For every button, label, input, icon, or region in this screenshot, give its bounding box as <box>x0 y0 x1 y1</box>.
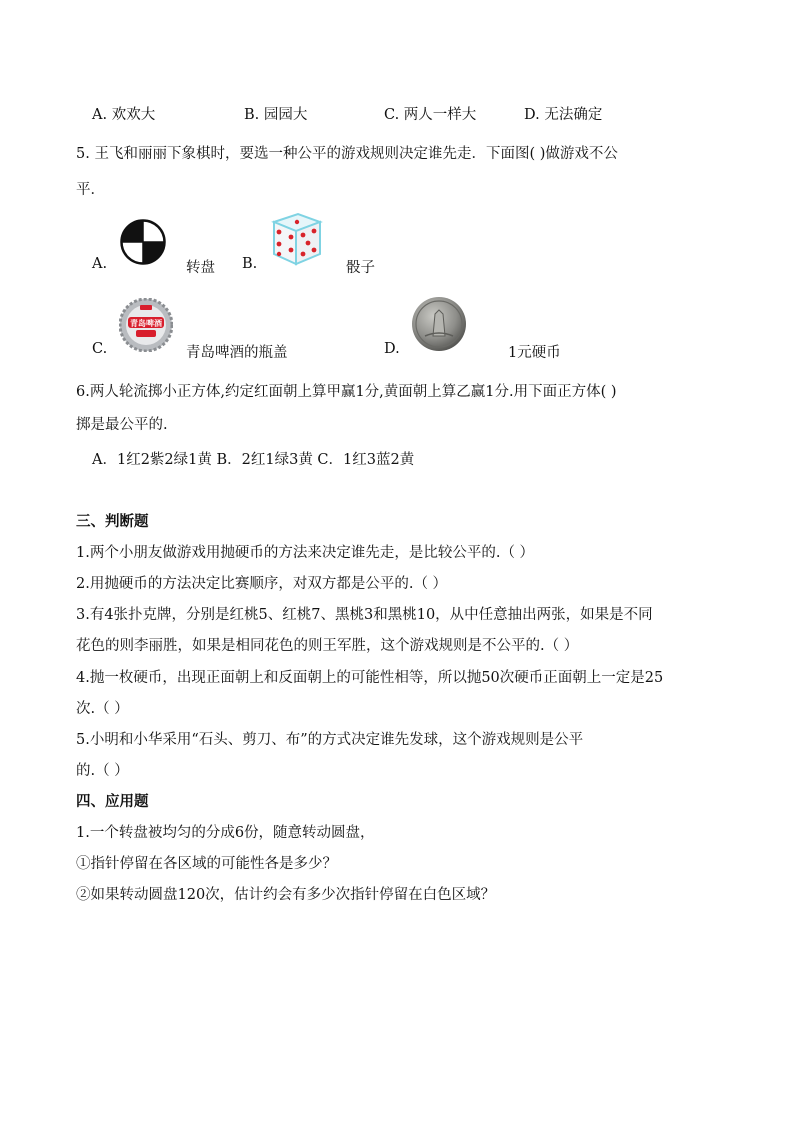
q6-stem-line1: 6.两人轮流掷小正方体,约定红面朝上算甲赢1分,黄面朝上算乙赢1分.用下面正方体( ) <box>76 384 617 400</box>
section3-item-3-line1: 3.有4张扑克牌，分别是红桃5、红桃7、黑桃3和黑桃10，从中任意抽出两张，如果是不同 <box>76 607 653 623</box>
bottlecap-icon <box>119 298 173 352</box>
q5-stem-line1: 5. 王飞和丽丽下象棋时，要选一种公平的游戏规则决定谁先走．下面图( )做游戏不公 <box>76 146 618 162</box>
q4-option-d: D. 无法确定 <box>524 107 603 123</box>
q4-option-c: C. 两人一样大 <box>384 107 477 123</box>
q6-options: A．1红2紫2绿1黄 B．2红1绿3黄 C．1红3蓝2黄 <box>92 452 415 468</box>
section3-item-5-line1: 5.小明和小华采用“石头、剪刀、布”的方式决定谁先发球，这个游戏规则是公平 <box>76 732 584 748</box>
q6-stem-line2: 掷是最公平的. <box>76 417 168 433</box>
spinner-icon <box>120 219 166 265</box>
q5-option-d-label: 1元硬币 <box>508 345 561 361</box>
section3-item-4-line2: 次.（ ） <box>76 701 129 717</box>
q4-option-a: A. 欢欢大 <box>92 107 156 123</box>
section4-title: 四、应用题 <box>76 793 149 810</box>
dice-icon <box>268 210 324 268</box>
q5-option-c-letter: C. <box>92 341 108 357</box>
section4-item-1: 1.一个转盘被均匀的分成6份，随意转动圆盘， <box>76 825 375 841</box>
q4-option-b: B. 园园大 <box>244 107 308 123</box>
q5-option-d-letter: D. <box>384 341 400 357</box>
bottlecap-lettering: 青岛啤酒 <box>130 319 162 328</box>
q5-option-b-label: 骰子 <box>346 260 375 276</box>
q5-option-a-letter: A. <box>92 256 108 272</box>
q5-option-c-label: 青岛啤酒的瓶盖 <box>186 345 288 361</box>
coin-icon <box>411 296 467 352</box>
q5-option-a-label: 转盘 <box>186 260 215 276</box>
section3-item-3-line2: 花色的则李丽胜，如果是相同花色的则王军胜，这个游戏规则是不公平的.（ ） <box>76 638 579 654</box>
section3-item-2: 2.用抛硬币的方法决定比赛顺序，对双方都是公平的.（ ） <box>76 576 448 592</box>
section3-item-1: 1.两个小朋友做游戏用抛硬币的方法来决定谁先走，是比较公平的.（ ） <box>76 545 535 561</box>
section3-title: 三、判断题 <box>76 513 149 530</box>
section3-item-5-line2: 的.（ ） <box>76 763 129 779</box>
section4-item-1-part1: ①指针停留在各区域的可能性各是多少？ <box>76 856 337 872</box>
q5-stem-line2: 平． <box>76 182 105 198</box>
section4-item-1-part2: ②如果转动圆盘120次，估计约会有多少次指针停留在白色区域？ <box>76 887 496 903</box>
q5-option-b-letter: B. <box>242 256 258 272</box>
section3-item-4-line1: 4.抛一枚硬币，出现正面朝上和反面朝上的可能性相等，所以抛50次硬币正面朝上一定是25 <box>76 670 664 686</box>
